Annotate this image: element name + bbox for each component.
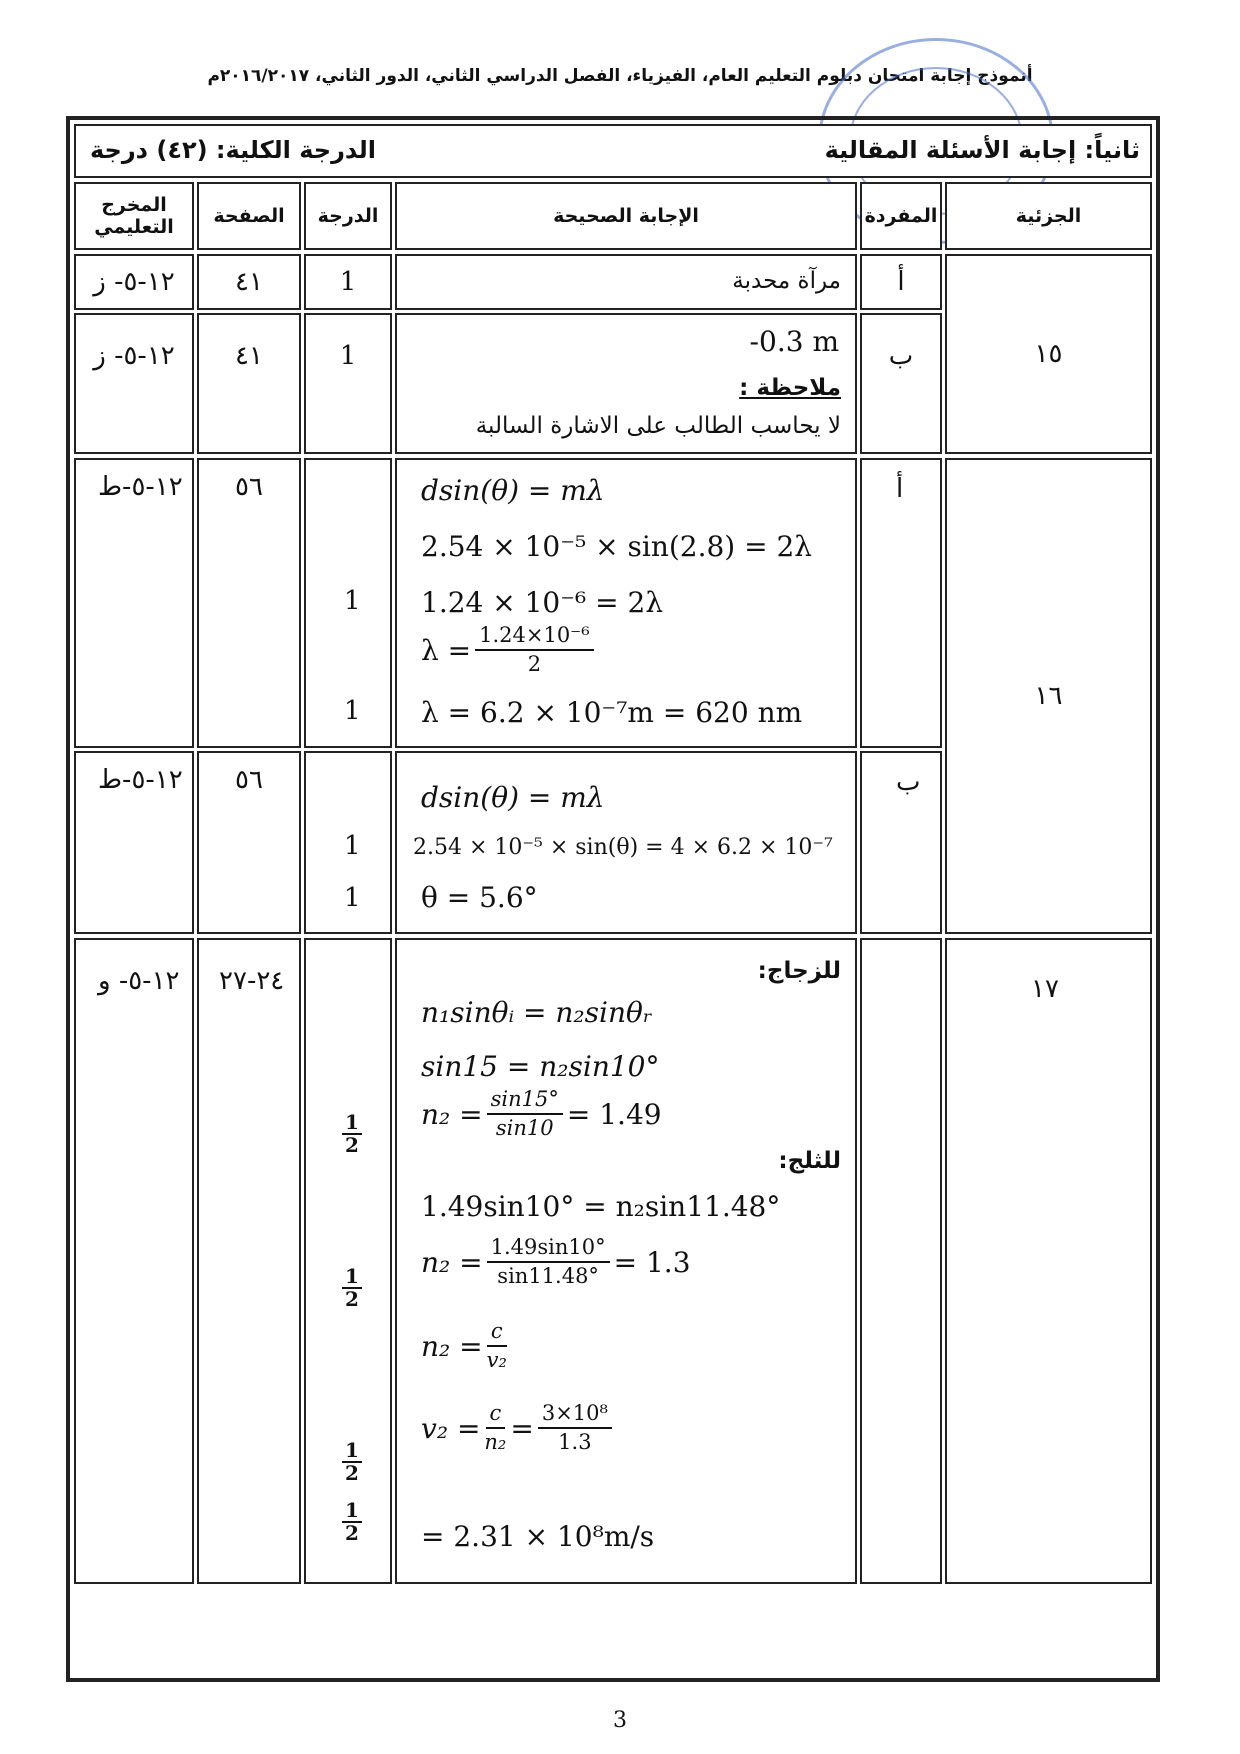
col-answer: الإجابة الصحيحة — [395, 182, 857, 250]
q17-item — [860, 938, 942, 1584]
q16a-grade: 1 1 — [304, 458, 392, 748]
page-number: 3 — [613, 1708, 627, 1733]
q15a-page: ٤١ — [197, 254, 301, 310]
q15a-answer: مرآة محدبة — [395, 254, 857, 310]
q15b-grade: 1 — [304, 313, 392, 454]
q15b-outcome: ١٢-٥- ز — [74, 313, 194, 454]
col-item: المفردة — [860, 182, 942, 250]
q16b-outcome: ١٢-٥-ط — [74, 751, 194, 934]
note-title: ملاحظة : — [739, 375, 841, 401]
col-outcome: المخرج التعليمي — [74, 182, 194, 250]
q16a-outcome: ١٢-٥-ط — [74, 458, 194, 748]
q17-answer: للزجاج: n₁sinθᵢ = n₂sinθᵣ sin15 = n₂sin10° n₂ = $\frac{\sin 15^\circ}{\sin 10}$ = 1.49 للثلج: 1.49sin10° = n₂sin11.48° n₂ = $\frac{1.49\sin 10^\circ}{\sin 11.48^\circ}$ = 1.3 n₂ = $\frac{c}{\text{v₂}}$ v₂ = $\frac{c}{\text{n₂}}$ = $\frac{\text{3×10⁸}}{1.3}$ = 2.31 × 10⁸m/s — [395, 938, 857, 1584]
q17-page: ٢٤-٢٧ — [197, 938, 301, 1584]
q16b-answer: dsin(θ) = mλ 2.54 × 10⁻⁵ × sin(θ) = 4 × 6.2 × 10⁻⁷ θ = 5.6° — [395, 751, 857, 934]
q17-number: ١٧ — [945, 938, 1152, 1584]
q15b-item: ب — [860, 313, 942, 454]
note-text: لا يحاسب الطالب على الاشارة السالبة — [475, 413, 841, 439]
answer-sheet — [66, 116, 1160, 1682]
q16a-page: ٥٦ — [197, 458, 301, 748]
col-part: الجزئية — [945, 182, 1152, 250]
q15b-answer: -0.3 m ملاحظة : لا يحاسب الطالب على الاشارة السالبة — [395, 313, 857, 454]
q16b-item: ب — [860, 751, 942, 934]
q15b-page: ٤١ — [197, 313, 301, 454]
glass-label: للزجاج: — [757, 958, 841, 984]
col-grade: الدرجة — [304, 182, 392, 250]
q15-number: ١٥ — [945, 254, 1152, 454]
q16b-page: ٥٦ — [197, 751, 301, 934]
q15a-item: أ — [860, 254, 942, 310]
q15a-outcome: ١٢-٥- ز — [74, 254, 194, 310]
total-grade: الدرجة الكلية: (٤٢) درجة — [90, 136, 376, 164]
q17-outcome: ١٢-٥- و — [74, 938, 194, 1584]
section-title-row — [74, 124, 1152, 178]
ice-label: للثلج: — [778, 1148, 841, 1174]
q16a-answer: dsin(θ) = mλ 2.54 × 10⁻⁵ × sin(2.8) = 2λ 1.24 × 10⁻⁶ = 2λ λ = $\frac{\text{1.24×10⁻⁶}}{2}$ λ = 6.2 × 10⁻⁷m = 620 nm — [395, 458, 857, 748]
q16b-grade: 1 1 — [304, 751, 392, 934]
q16a-item: أ — [860, 458, 942, 748]
q16-number: ١٦ — [945, 458, 1152, 934]
exam-header: أنموذج إجابة امتحان دبلوم التعليم العام، الفيزياء، الفصل الدراسي الثاني، الدور الثاني، ٢٠١٦/٢٠١٧م — [207, 66, 1033, 86]
col-page: الصفحة — [197, 182, 301, 250]
q15a-grade: 1 — [304, 254, 392, 310]
section-title: ثانياً: إجابة الأسئلة المقالية — [824, 136, 1140, 164]
q17-grade: 1 2 1 2 1 2 1 2 — [304, 938, 392, 1584]
